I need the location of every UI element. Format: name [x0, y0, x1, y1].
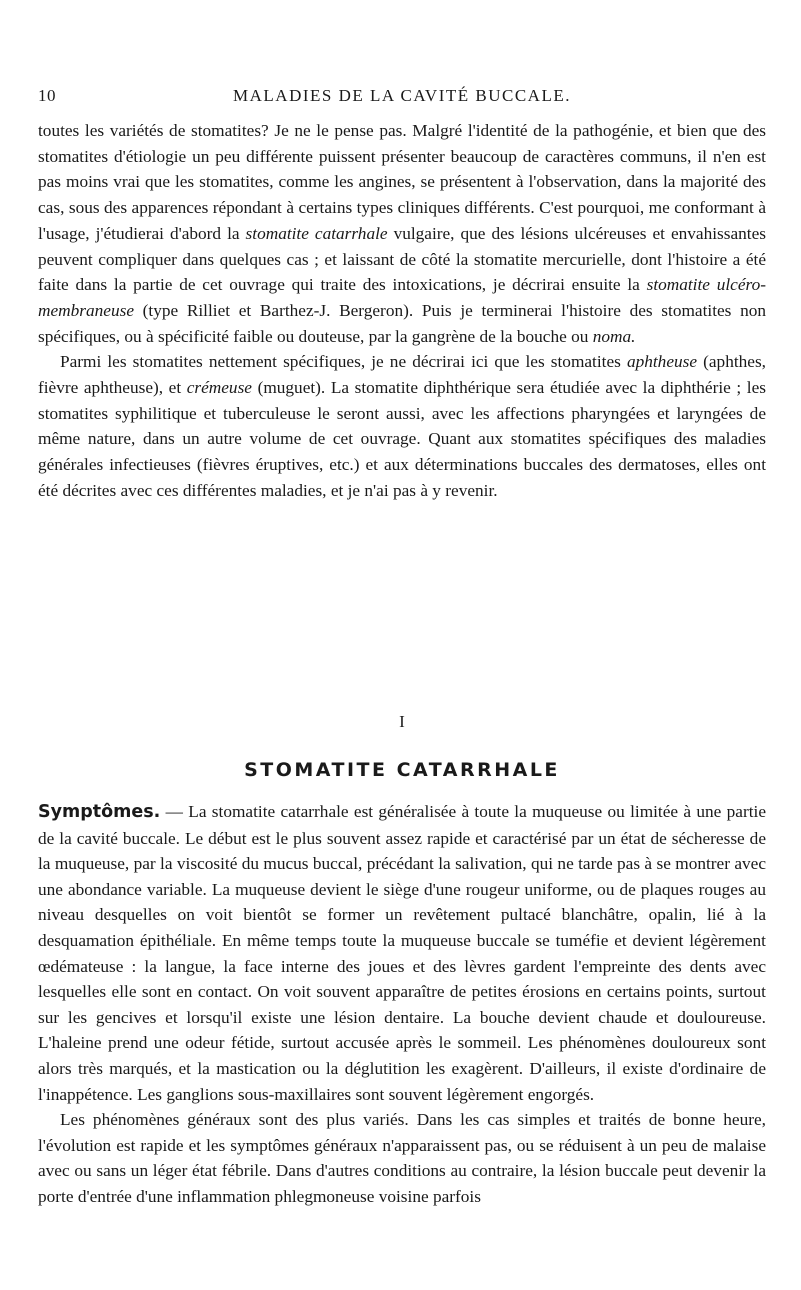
intro-text: [38, 118, 766, 504]
running-title: MALADIES DE LA CAVITÉ BUCCALE.: [233, 86, 571, 105]
running-head: [38, 86, 766, 108]
page-number: 10: [38, 86, 56, 105]
section-paragraph-2: Les phénomènes généraux sont des plus variés. Dans les cas simples et traités de bonne heure, l'évolution est rapide et les symptômes généraux n'apparaissent pas, ou se réduisent à un peu de malaise avec ou sans un léger état fébrile. Dans d'autres conditions au contraire, la lésion buccale peut devenir la porte d'entrée d'une inflammation phlegmoneuse voisine parfois: [38, 1110, 766, 1206]
section-heading: Symptômes.: [38, 802, 161, 822]
intro-paragraph-1: toutes les variétés de stomatites? Je ne le pense pas. Malgré l'identité de la pathogénie, et bien que des stomatites d'étiologie un peu différente puissent présenter beaucoup de caractères communs, il n'en est pas moins vrai que les stomatites, comme les angines, se présentent à l'observation, dans la majorité des cas, sous des apparences répondant à certains types cliniques différents. C'est pourquoi, me conformant à l'usage, j'étudierai d'abord la stomatite catarrhale vulgaire, que des lésions ulcéreuses et envahissantes peuvent compliquer dans quelques cas ; et laissant de côté la stomatite mercurielle, dont l'histoire a été faite dans la partie de cet ouvrage qui traite des intoxications, je décrirai ensuite la stomatite ulcéro-membraneuse (type Rilliet et Barthez-J. Bergeron). Puis je terminerai l'histoire des stomatites non spécifiques, ou à spécificité faible ou douteuse, par la gangrène de la bouche ou noma.: [38, 121, 766, 346]
chapter-title: STOMATITE CATARRHALE: [244, 759, 560, 781]
section-paragraph-1: Symptômes. — La stomatite catarrhale est généralisée à toute la muqueuse ou limitée à une partie de la cavité buccale. Le début est le plus souvent assez rapide et caractérisé par un état de sécheresse de la muqueuse, par la viscosité du mucus buccal, précédant la salivation, qui ne tarde pas à se montrer avec une abondance variable. La muqueuse devient le siège d'une rougeur uniforme, ou de plaques rouges au niveau desquelles on voit bientôt se former un revêtement pultacé blanchâtre, opalin, lié à la desquamation épithéliale. En même temps toute la muqueuse buccale se tuméfie et devient légèrement œdémateuse : la langue, la face interne des joues et des lèvres gardent l'empreinte des dents avec lesquelles elle sont en contact. On voit souvent apparaître de petites érosions en certains points, surtout sur les gencives et lorsqu'il existe une lésion dentaire. La bouche devient chaude et douloureuse. L'haleine prend une odeur fétide, surtout accusée après le sommeil. Les phénomènes douloureux sont alors très marqués, et la mastication ou la déglutition les exagèrent. D'ailleurs, il existe d'ordinaire de l'inappétence. Les ganglions sous-maxillaires sont souvent légèrement engorgés.: [38, 802, 766, 1104]
chapter-number: I: [399, 712, 405, 731]
intro-paragraph-2: Parmi les stomatites nettement spécifiques, je ne décrirai ici que les stomatites aphtheuse (aphthes, fièvre aphtheuse), et crémeuse (muguet). La stomatite diphthérique sera étudiée avec la diphthérie ; les stomatites syphilitique et tuberculeuse le seront aussi, avec les affections pharyngées et laryngées de même nature, dans un autre volume de cet ouvrage. Quant aux stomatites spécifiques des maladies générales infectieuses (fièvres éruptives, etc.) et aux déterminations buccales des dermatoses, elles ont été décrites avec ces différentes maladies, et je n'ai pas à y revenir.: [38, 352, 766, 500]
section-symptomes: [38, 799, 766, 1210]
